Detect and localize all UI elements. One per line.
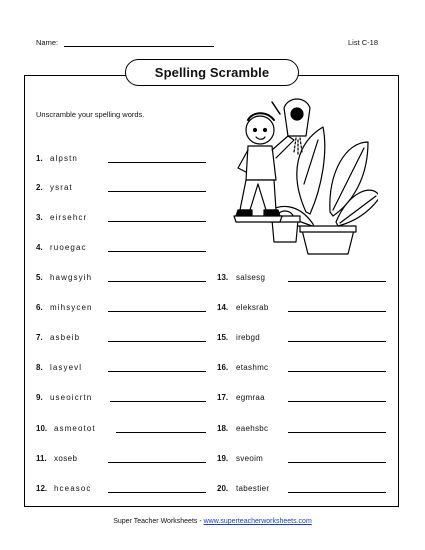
answer-blank[interactable] <box>288 275 386 282</box>
item-number: 11. <box>36 454 47 463</box>
footer-link[interactable]: www.superteacherworksheets.com <box>203 518 312 525</box>
answer-blank[interactable] <box>108 456 206 463</box>
scrambled-word: asbeib <box>50 333 81 342</box>
item-number: 18. <box>217 424 229 433</box>
name-row <box>36 38 214 47</box>
scrambled-word: eirsehcr <box>50 213 88 222</box>
child-watering-plant-illustration <box>218 92 378 262</box>
scrambled-word: ruoegac <box>50 243 87 252</box>
list-item <box>36 213 87 222</box>
scrambled-word: alpstn <box>50 154 78 163</box>
scrambled-word: tabestier <box>236 484 270 493</box>
scrambled-word: irebgd <box>236 333 261 342</box>
answer-blank[interactable] <box>108 365 206 372</box>
answer-blank[interactable] <box>108 335 206 342</box>
scrambled-word: useoicrtn <box>50 393 93 402</box>
answer-blank[interactable] <box>108 486 206 493</box>
list-item <box>36 484 92 493</box>
item-number: 12. <box>36 484 48 493</box>
footer-text: Super Teacher Worksheets - <box>113 518 204 525</box>
item-number: 13. <box>217 273 229 282</box>
instructions: Unscramble your spelling words. <box>36 110 145 119</box>
answer-blank[interactable] <box>288 365 386 372</box>
answer-blank[interactable] <box>288 305 386 312</box>
footer <box>0 518 425 525</box>
list-item <box>217 424 268 433</box>
item-number: 7. <box>36 333 43 342</box>
item-number: 1. <box>36 154 43 163</box>
name-label: Name: <box>36 38 59 47</box>
answer-blank[interactable] <box>288 395 386 402</box>
list-item <box>36 273 92 282</box>
list-item <box>36 333 80 342</box>
answer-blank[interactable] <box>108 185 206 192</box>
item-number: 2. <box>36 183 43 192</box>
scrambled-word: salsesg <box>236 273 266 282</box>
item-number: 3. <box>36 213 43 222</box>
item-number: 16. <box>217 363 229 372</box>
answer-blank[interactable] <box>108 215 206 222</box>
scrambled-word: asmeotot <box>54 424 96 433</box>
item-number: 5. <box>36 273 43 282</box>
scrambled-word: eleksrab <box>236 303 269 312</box>
scrambled-word: eaehsbc <box>236 424 269 433</box>
item-number: 4. <box>36 243 43 252</box>
scrambled-word: egmraa <box>236 393 265 402</box>
list-item <box>36 454 77 463</box>
list-item <box>36 303 93 312</box>
item-number: 15. <box>217 333 229 342</box>
scrambled-word: hceasoc <box>54 484 92 493</box>
scrambled-word: hawgsyih <box>50 273 93 282</box>
list-item <box>36 154 78 163</box>
scrambled-word: lasyevl <box>50 363 83 372</box>
answer-blank[interactable] <box>288 426 386 433</box>
list-item <box>36 363 82 372</box>
answer-blank[interactable] <box>288 456 386 463</box>
list-item <box>36 393 92 402</box>
answer-blank[interactable] <box>116 426 206 433</box>
answer-blank[interactable] <box>110 395 206 402</box>
item-number: 8. <box>36 363 43 372</box>
item-number: 17. <box>217 393 229 402</box>
list-id: List C-18 <box>348 38 379 47</box>
answer-blank[interactable] <box>288 486 386 493</box>
list-item <box>217 484 269 493</box>
list-item <box>217 273 265 282</box>
list-item <box>217 393 265 402</box>
item-number: 10. <box>36 424 48 433</box>
name-field[interactable] <box>64 38 214 47</box>
item-number: 6. <box>36 303 43 312</box>
page-title: Spelling Scramble <box>125 59 299 86</box>
list-item <box>217 363 268 372</box>
answer-blank[interactable] <box>108 245 206 252</box>
answer-blank[interactable] <box>108 275 206 282</box>
answer-blank[interactable] <box>108 305 206 312</box>
item-number: 14. <box>217 303 229 312</box>
answer-blank[interactable] <box>288 335 386 342</box>
list-item <box>36 243 87 252</box>
item-number: 20. <box>217 484 229 493</box>
scrambled-word: ysrat <box>50 183 73 192</box>
scrambled-word: xoseb <box>54 454 78 463</box>
scrambled-word: mihsycen <box>50 303 93 312</box>
scrambled-word: sveoim <box>236 454 264 463</box>
item-number: 19. <box>217 454 229 463</box>
answer-blank[interactable] <box>108 156 206 163</box>
list-item <box>36 424 96 433</box>
item-number: 9. <box>36 393 43 402</box>
list-item <box>217 454 263 463</box>
list-item <box>217 333 260 342</box>
list-item <box>217 303 269 312</box>
list-item <box>36 183 73 192</box>
scrambled-word: etashmc <box>236 363 269 372</box>
